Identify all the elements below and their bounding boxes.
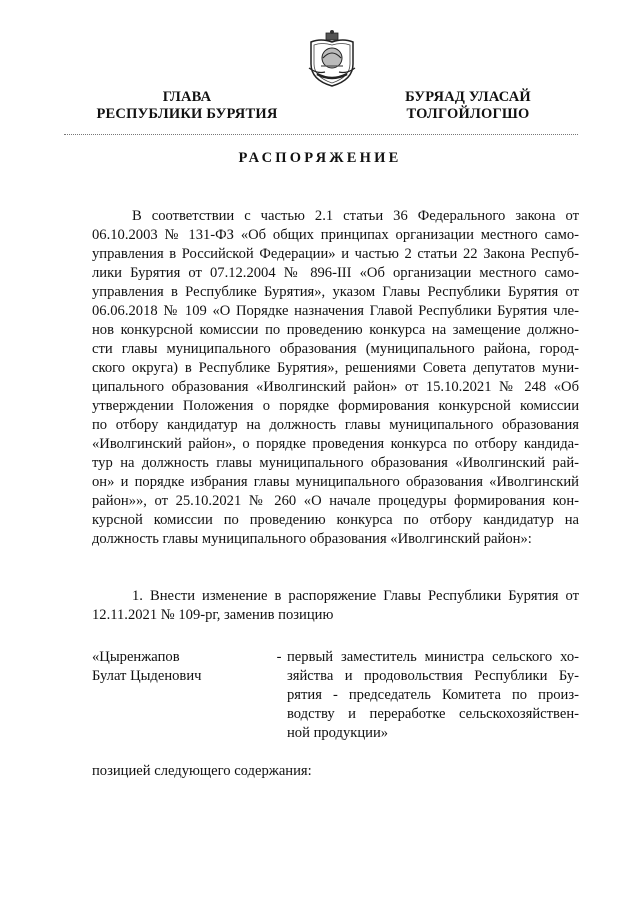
preamble-line: лики Бурятия от 07.12.2004 № 896-III «Об организации местного само-: [92, 265, 579, 281]
item-1-paragraph: [92, 587, 579, 625]
preamble-line: утверждении Положения о порядке формирования конкурсной комиссии: [92, 398, 579, 414]
header-left: [82, 89, 292, 123]
header-right-line1: БУРЯАД УЛАСАЙ: [405, 89, 531, 105]
position-description: [287, 648, 579, 743]
position-description-line: первый заместитель министра сельского хо-: [287, 649, 579, 665]
header-right: [378, 89, 558, 123]
preamble-line: ципального образования «Иволгинский район» от 15.10.2021 № 248 «Об: [92, 379, 579, 395]
preamble-line: курсной комиссии по проведению конкурса по отбору кандидатур на: [92, 512, 579, 528]
preamble-line: 06.06.2018 № 109 «О Порядке назначения Главой Республики Бурятия чле-: [92, 303, 579, 319]
document-title: РАСПОРЯЖЕНИЕ: [238, 150, 402, 166]
preamble-line: В соответствии с частью 2.1 статьи 36 Федерального закона от: [132, 208, 579, 224]
item-1-line: 12.11.2021 № 109-рг, заменив позицию: [92, 607, 334, 623]
position-description-line: водству и переработке сельскохозяйствен-: [287, 706, 579, 722]
header-left-line2: РЕСПУБЛИКИ БУРЯТИЯ: [96, 106, 278, 122]
position-description-line: ной продукции»: [287, 725, 389, 741]
preamble-paragraph: [92, 207, 579, 549]
preamble-line: управления в Российской Федерации» и частью 2 статьи 22 Закона Респуб-: [92, 246, 579, 262]
person-given-names: Булат Цыденович: [92, 668, 202, 684]
preamble-line: должность главы муниципального образования «Иволгинский район»:: [92, 531, 532, 547]
preamble-line: нов конкурсной комиссии по проведению конкурса на замещение должно-: [92, 322, 579, 338]
preamble-line: «Иволгинский район», о порядке проведения конкурса по отбору кандида-: [92, 436, 579, 452]
preamble-line: тур на должность главы муниципального образования «Иволгинский рай-: [92, 455, 579, 471]
position-dash: -: [276, 649, 282, 665]
position-person-name: [92, 648, 272, 686]
preamble-line: он» и порядке избрания главы муниципального образования «Иволгинский: [92, 474, 579, 490]
preamble-line: по отбору кандидатур на должность главы муниципального образования: [92, 417, 579, 433]
header-left-line1: ГЛАВА: [162, 89, 212, 105]
preamble-line: район»», от 25.10.2021 № 260 «О начале процедуры формирования кон-: [92, 493, 579, 509]
preamble-line: 06.10.2003 № 131-ФЗ «Об общих принципах организации местного само-: [92, 227, 579, 243]
preamble-line: сти главы муниципального образования (муниципального района, город-: [92, 341, 579, 357]
position-description-line: зяйства и продовольствия Республики Бу-: [287, 668, 579, 684]
person-surname: «Цыренжапов: [92, 649, 180, 665]
position-description-line: рятия - председатель Комитета по произ-: [287, 687, 579, 703]
preamble-line: управления в Республике Бурятия», указом Главы Республики Бурятия от: [92, 284, 579, 300]
header-right-line2: ТОЛГОЙЛОГШО: [406, 106, 530, 122]
coat-of-arms-icon: [303, 28, 361, 88]
preamble-line: ского округа) в Республике Бурятия», решениями Совета депутатов муни-: [92, 360, 579, 376]
replacement-text: позицией следующего содержания:: [92, 763, 312, 779]
header-divider: [64, 134, 578, 135]
item-1-line: 1. Внести изменение в распоряжение Главы Республики Бурятия от: [132, 588, 579, 604]
